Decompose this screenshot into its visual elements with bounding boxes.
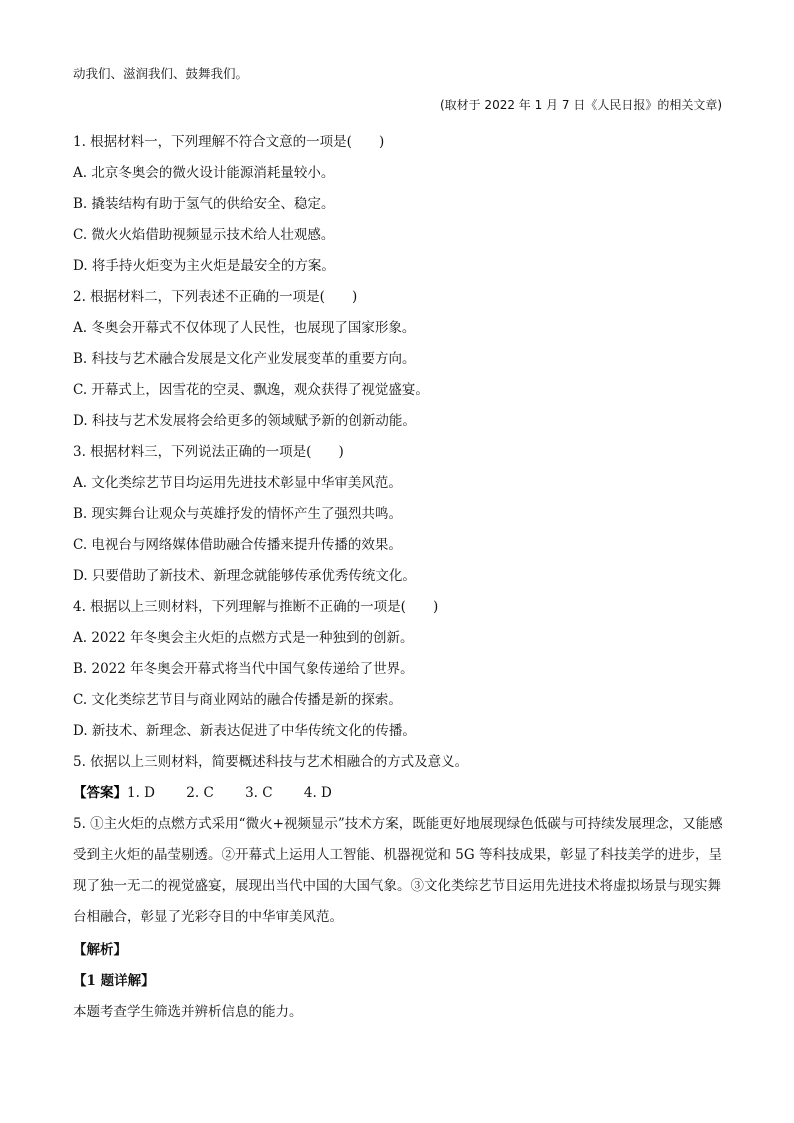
- question-3-option-a: A. 文化类综艺节目均运用先进技术彰显中华审美风范。: [73, 475, 402, 491]
- question-4-option-c: C. 文化类综艺节目与商业网站的融合传播是新的探索。: [73, 692, 402, 708]
- answer-5-paragraph: 5. ①主火炬的点燃方式采用“微火+视频显示”技术方案，既能更好地展现绿色低碳与可持续发展理念，又能感受到主火炬的晶莹剔透。②开幕式上运用人工智能、机器视觉和 5G 等科技成果，彰显了科技美学的进步，呈现了独一无二的视觉盛宴，展现出当代中国的大国气象。③文化类综艺节目运用先进技术将虚拟场景与现实舞台相融合，彰显了光彩夺目的中华审美风范。: [73, 816, 723, 925]
- question-3-stem: 3. 根据材料三，下列说法正确的一项是( ): [73, 444, 344, 460]
- question-1-option-a: A. 北京冬奥会的微火设计能源消耗量较小。: [73, 165, 335, 181]
- answer-label: 【答案】: [73, 785, 127, 801]
- answer-choices: 1. D 2. C 3. C 4. D: [127, 785, 332, 801]
- question-3-option-d: D. 只要借助了新技术、新理念就能够传承优秀传统文化。: [73, 568, 416, 584]
- question-5-stem: 5. 依据以上三则材料，简要概述科技与艺术相融合的方式及意义。: [73, 754, 469, 770]
- question-3-option-c: C. 电视台与网络媒体借助融合传播来提升传播的效果。: [73, 537, 402, 553]
- question-2-option-c: C. 开幕式上，因雪花的空灵、飘逸，观众获得了视觉盛宴。: [73, 382, 429, 398]
- question-3-option-b: B. 现实舞台让观众与英雄抒发的情怀产生了强烈共鸣。: [73, 506, 403, 522]
- source-note: (取材于 2022 年 1 月 7 日《人民日报》的相关文章): [439, 98, 722, 112]
- question-4-option-b: B. 2022 年冬奥会开幕式将当代中国气象传递给了世界。: [73, 661, 414, 677]
- detail-label: 【1 题详解】: [73, 973, 155, 989]
- analysis-label: 【解析】: [73, 942, 127, 958]
- detail-text: 本题考查学生筛选并辨析信息的能力。: [73, 1004, 303, 1020]
- question-1-stem: 1. 根据材料一，下列理解不符合文意的一项是( ): [73, 134, 385, 150]
- question-2-option-b: B. 科技与艺术融合发展是文化产业发展变革的重要方向。: [73, 351, 416, 367]
- intro-line: 动我们、滋润我们、鼓舞我们。: [73, 66, 249, 81]
- question-2-option-a: A. 冬奥会开幕式不仅体现了人民性，也展现了国家形象。: [73, 320, 416, 336]
- question-4-stem: 4. 根据以上三则材料，下列理解与推断不正确的一项是( ): [73, 599, 439, 615]
- question-4-option-a: A. 2022 年冬奥会主火炬的点燃方式是一种独到的创新。: [73, 630, 414, 646]
- question-1-option-d: D. 将手持火炬变为主火炬是最安全的方案。: [73, 258, 335, 274]
- question-1-option-c: C. 微火火焰借助视频显示技术给人壮观感。: [73, 227, 335, 243]
- question-1-option-b: B. 撬装结构有助于氢气的供给安全、稳定。: [73, 196, 335, 212]
- question-2-stem: 2. 根据材料二，下列表述不正确的一项是( ): [73, 289, 358, 305]
- question-4-option-d: D. 新技术、新理念、新表达促进了中华传统文化的传播。: [73, 723, 416, 739]
- question-2-option-d: D. 科技与艺术发展将会给更多的领域赋予新的创新动能。: [73, 413, 416, 429]
- answer-row: [73, 783, 332, 803]
